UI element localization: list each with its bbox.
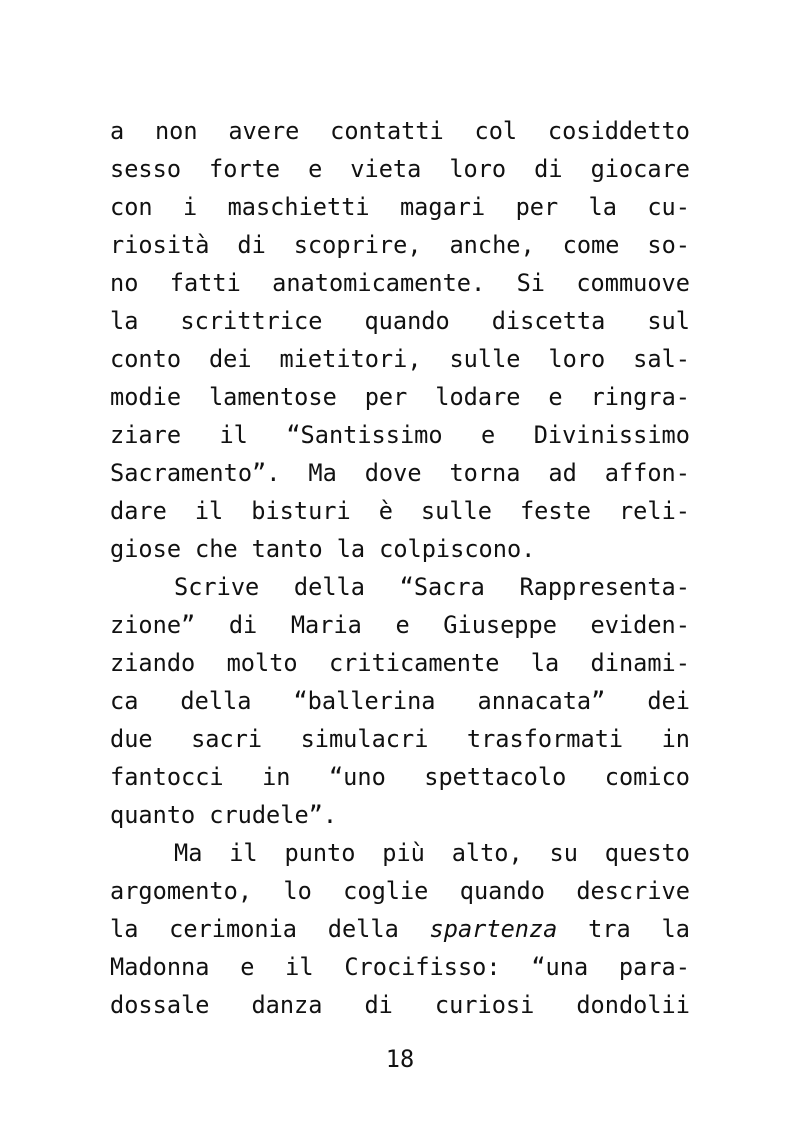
word: ad: [548, 459, 577, 487]
body-text: [110, 112, 690, 1024]
page-number: 18: [385, 1045, 415, 1073]
word: della: [180, 687, 252, 715]
word: anche,: [449, 231, 535, 259]
word: i: [182, 193, 198, 221]
word: Ma: [174, 839, 203, 867]
text-line: [110, 986, 690, 1024]
word: annacata”: [477, 687, 606, 715]
word: Sacramento”.: [110, 459, 281, 487]
word: lodare: [435, 383, 521, 411]
word: fantocci: [110, 763, 224, 791]
word: e: [395, 611, 410, 639]
word: vieta: [350, 155, 422, 183]
text-line: [110, 568, 690, 606]
word: colpiscono.: [379, 535, 536, 563]
text-line: [110, 416, 690, 454]
word: ringra-: [590, 383, 690, 411]
text-line: [110, 150, 690, 188]
word: reli-: [618, 497, 690, 525]
word: criticamente: [328, 649, 500, 677]
text-line: [110, 112, 690, 150]
word: dove: [364, 459, 422, 487]
word: feste: [519, 497, 591, 525]
word: scoprire,: [293, 231, 422, 259]
word: loro: [548, 345, 606, 373]
word: no: [110, 269, 139, 297]
word: “uno: [328, 763, 386, 791]
word: forte: [209, 155, 281, 183]
word: di: [228, 611, 258, 639]
word: tanto: [251, 535, 323, 563]
word: per: [364, 383, 408, 411]
word: due: [110, 725, 153, 753]
word: simulacri: [300, 725, 429, 753]
word: discetta: [491, 307, 606, 335]
word: sesso: [110, 155, 182, 183]
word: e: [240, 953, 255, 981]
word: eviden-: [590, 611, 690, 639]
word: descrive: [576, 877, 690, 905]
word: cu-: [647, 193, 690, 221]
word: argomento,: [110, 877, 253, 905]
word: Crocifisso:: [344, 953, 501, 981]
word: a: [110, 117, 125, 145]
word: “una: [531, 953, 589, 981]
word: dare: [110, 497, 167, 525]
word: fatti: [169, 269, 241, 297]
word: della: [293, 573, 365, 601]
word: quanto: [110, 801, 196, 829]
word: trasformati: [466, 725, 624, 753]
text-line: [110, 758, 690, 796]
word: questo: [604, 839, 690, 867]
word: della: [327, 915, 399, 943]
word: di: [534, 155, 563, 183]
text-line: [110, 682, 690, 720]
word: Maria: [290, 611, 362, 639]
word: è: [378, 497, 393, 525]
word: che: [195, 535, 238, 563]
text-line: [110, 454, 690, 492]
word: “ballerina: [293, 687, 436, 715]
word: spartenza: [429, 915, 558, 943]
word: la: [661, 915, 690, 943]
word: giose: [110, 535, 182, 563]
word: più: [382, 839, 425, 867]
word: commuove: [576, 269, 690, 297]
word: quando: [459, 877, 545, 905]
word: il: [194, 497, 224, 525]
word: cosiddetto: [547, 117, 690, 145]
word: alto,: [451, 839, 523, 867]
word: contatti: [330, 117, 444, 145]
word: Ma: [308, 459, 337, 487]
word: Si: [516, 269, 545, 297]
word: giocare: [590, 155, 690, 183]
text-line: [110, 264, 690, 302]
word: torna: [449, 459, 521, 487]
word: per: [515, 193, 559, 221]
word: Rappresenta-: [519, 573, 690, 601]
word: con: [110, 193, 153, 221]
word: dei: [647, 687, 690, 715]
word: ziando: [110, 649, 196, 677]
word: dinami-: [590, 649, 690, 677]
text-line: [110, 492, 690, 530]
word: comico: [604, 763, 690, 791]
word: sacri: [191, 725, 263, 753]
word: di: [237, 231, 266, 259]
word: il: [229, 839, 258, 867]
word: “Santissimo: [286, 421, 443, 449]
text-line: [110, 188, 690, 226]
word: para-: [618, 953, 690, 981]
word: di: [364, 991, 393, 1019]
word: col: [474, 117, 518, 145]
word: ca: [110, 687, 139, 715]
word: curiosi: [434, 991, 535, 1019]
word: danza: [251, 991, 323, 1019]
word: dossale: [110, 991, 210, 1019]
word: ziare: [110, 421, 182, 449]
word: tra: [588, 915, 631, 943]
word: il: [285, 953, 314, 981]
word: la: [110, 915, 139, 943]
word: dondolii: [576, 991, 690, 1019]
word: bisturi: [251, 497, 351, 525]
text-line: [110, 378, 690, 416]
word: zione”: [110, 611, 196, 639]
word: dei: [208, 345, 252, 373]
text-line: [110, 340, 690, 378]
word: lo: [283, 877, 312, 905]
word: sal-: [633, 345, 690, 373]
word: e: [308, 155, 323, 183]
text-line: [110, 796, 690, 834]
word: coglie: [343, 877, 429, 905]
word: anatomicamente.: [272, 269, 486, 297]
word: crudele”.: [209, 801, 338, 829]
text-line: [110, 834, 690, 872]
word: Madonna: [110, 953, 210, 981]
word: sulle: [420, 497, 492, 525]
word: spettacolo: [424, 763, 567, 791]
text-line: [110, 948, 690, 986]
word: molto: [226, 649, 298, 677]
text-line: [110, 644, 690, 682]
text-line: [110, 226, 690, 264]
word: riosità: [110, 231, 210, 259]
word: in: [661, 725, 690, 753]
word: sulle: [449, 345, 521, 373]
word: “Sacra: [399, 573, 485, 601]
word: scrittrice: [180, 307, 323, 335]
word: e: [481, 421, 496, 449]
word: non: [154, 117, 198, 145]
word: lamentose: [208, 383, 337, 411]
word: mietitori,: [279, 345, 422, 373]
word: loro: [449, 155, 507, 183]
text-line: [110, 606, 690, 644]
word: Divinissimo: [533, 421, 690, 449]
word: modie: [110, 383, 182, 411]
word: la: [110, 307, 139, 335]
word: maschietti: [227, 193, 370, 221]
word: su: [549, 839, 578, 867]
word: cerimonia: [169, 915, 298, 943]
word: quando: [364, 307, 450, 335]
word: magari: [399, 193, 486, 221]
word: conto: [110, 345, 182, 373]
word: e: [548, 383, 563, 411]
text-line: [110, 530, 690, 568]
word: Giuseppe: [443, 611, 557, 639]
word: Scrive: [174, 573, 260, 601]
word: affon-: [604, 459, 690, 487]
text-line: [110, 910, 690, 948]
word: in: [262, 763, 291, 791]
word: punto: [284, 839, 356, 867]
word: il: [219, 421, 248, 449]
word: so-: [647, 231, 690, 259]
word: come: [562, 231, 620, 259]
text-line: [110, 872, 690, 910]
word: la: [336, 535, 366, 563]
word: avere: [228, 117, 300, 145]
text-line: [110, 302, 690, 340]
word: la: [588, 193, 617, 221]
word: la: [530, 649, 560, 677]
text-line: [110, 720, 690, 758]
word: sul: [647, 307, 690, 335]
